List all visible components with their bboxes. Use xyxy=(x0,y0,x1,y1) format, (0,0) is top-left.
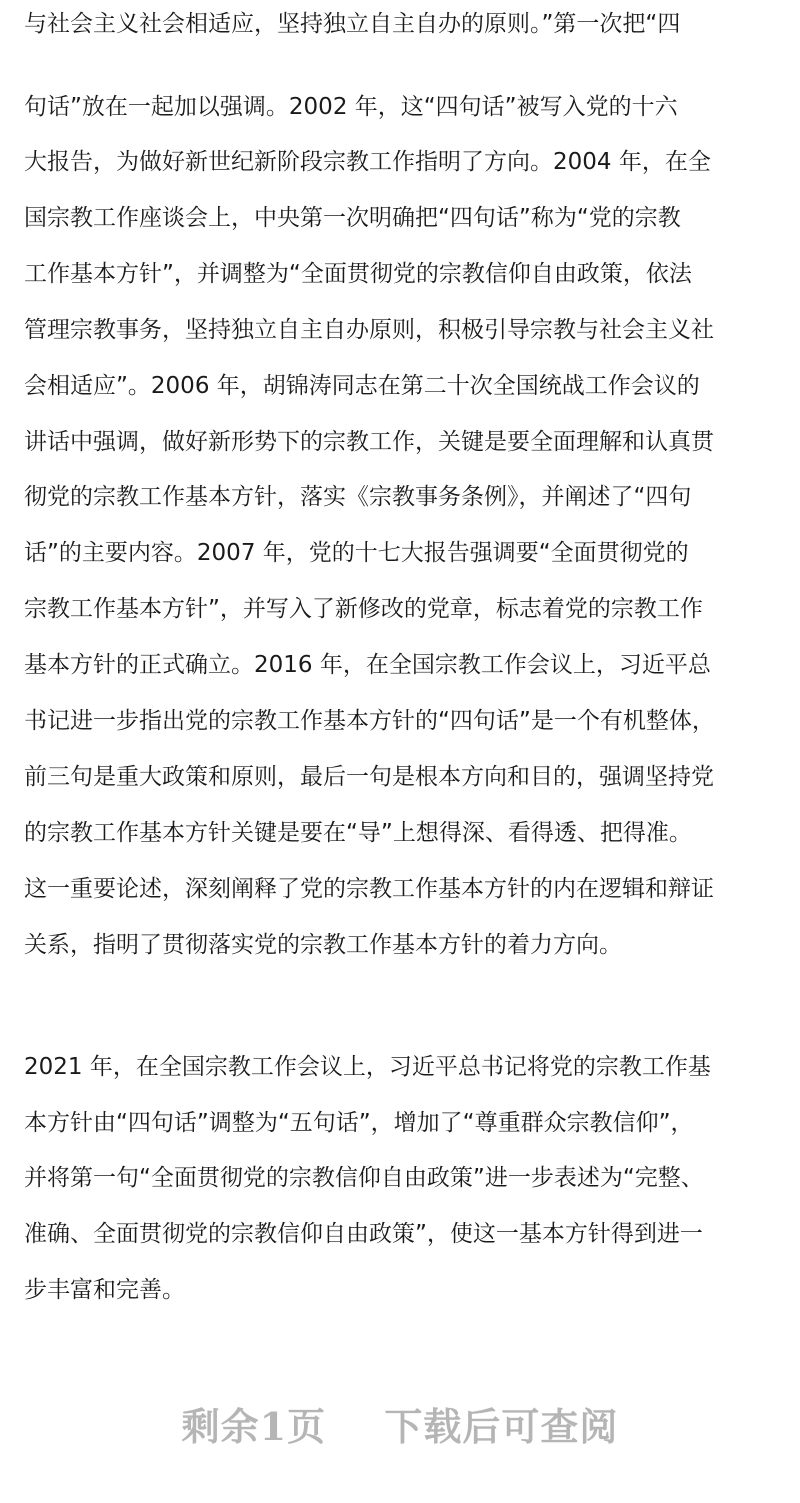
text-line-2: 句话”放在一起加以强调。2002 年，这“四句话”被写入党的十六 xyxy=(24,94,678,120)
remaining-pages-label: 剩余1页 xyxy=(181,1404,327,1449)
text-line-12: 基本方针的正式确立。2016 年，在全国宗教工作会议上，习近平总 xyxy=(24,652,711,678)
text-line-20: 并将第一句“全面贯彻党的宗教信仰自由政策”进一步表述为“完整、 xyxy=(24,1165,704,1191)
text-line-10: 话”的主要内容。2007 年，党的十七大报告强调要“全面贯彻党的 xyxy=(24,540,689,566)
text-line-19: 本方针由“四句话”调整为“五句话”，增加了“尊重群众宗教信仰”， xyxy=(24,1110,694,1136)
text-line-9: 彻党的宗教工作基本方针，落实《宗教事务条例》，并阐述了“四句 xyxy=(24,484,692,510)
text-line-4: 国宗教工作座谈会上，中央第一次明确把“四句话”称为“党的宗教 xyxy=(24,205,681,231)
text-line-7: 会相适应”。2006 年，胡锦涛同志在第二十次全国统战工作会议的 xyxy=(24,373,700,399)
text-line-8: 讲话中强调，做好新形势下的宗教工作，关键是要全面理解和认真贯 xyxy=(24,429,714,455)
text-line-14: 前三句是重大政策和原则，最后一句是根本方向和目的，强调坚持党 xyxy=(24,764,714,790)
text-line-1: 与社会主义社会相适应，坚持独立自主自办的原则。”第一次把“四 xyxy=(24,11,681,37)
text-line-21: 准确、全面贯彻党的宗教信仰自由政策”，使这一基本方针得到进一 xyxy=(24,1221,703,1247)
text-line-11: 宗教工作基本方针”，并写入了新修改的党章，标志着党的宗教工作 xyxy=(24,596,703,622)
text-line-5: 工作基本方针”，并调整为“全面贯彻党的宗教信仰自由政策，依法 xyxy=(24,261,692,287)
remaining-pages-banner[interactable] xyxy=(0,1400,800,1454)
text-line-18: 2021 年，在全国宗教工作会议上，习近平总书记将党的宗教工作基 xyxy=(24,1054,711,1080)
text-line-3: 大报告，为做好新世纪新阶段宗教工作指明了方向。2004 年，在全 xyxy=(24,149,711,175)
text-line-6: 管理宗教事务，坚持独立自主自办原则，积极引导宗教与社会主义社 xyxy=(24,317,714,343)
text-line-22: 步丰富和完善。 xyxy=(24,1277,185,1303)
text-line-17: 关系，指明了贯彻落实党的宗教工作基本方针的着力方向。 xyxy=(24,932,622,958)
text-line-13: 书记进一步指出党的宗教工作基本方针的“四句话”是一个有机整体， xyxy=(24,708,715,734)
download-to-view-label: 下载后可查阅 xyxy=(384,1404,619,1449)
text-line-16: 这一重要论述，深刻阐释了党的宗教工作基本方针的内在逻辑和辩证 xyxy=(24,876,714,902)
text-line-15: 的宗教工作基本方针关键是要在“导”上想得深、看得透、把得准。 xyxy=(24,820,692,846)
